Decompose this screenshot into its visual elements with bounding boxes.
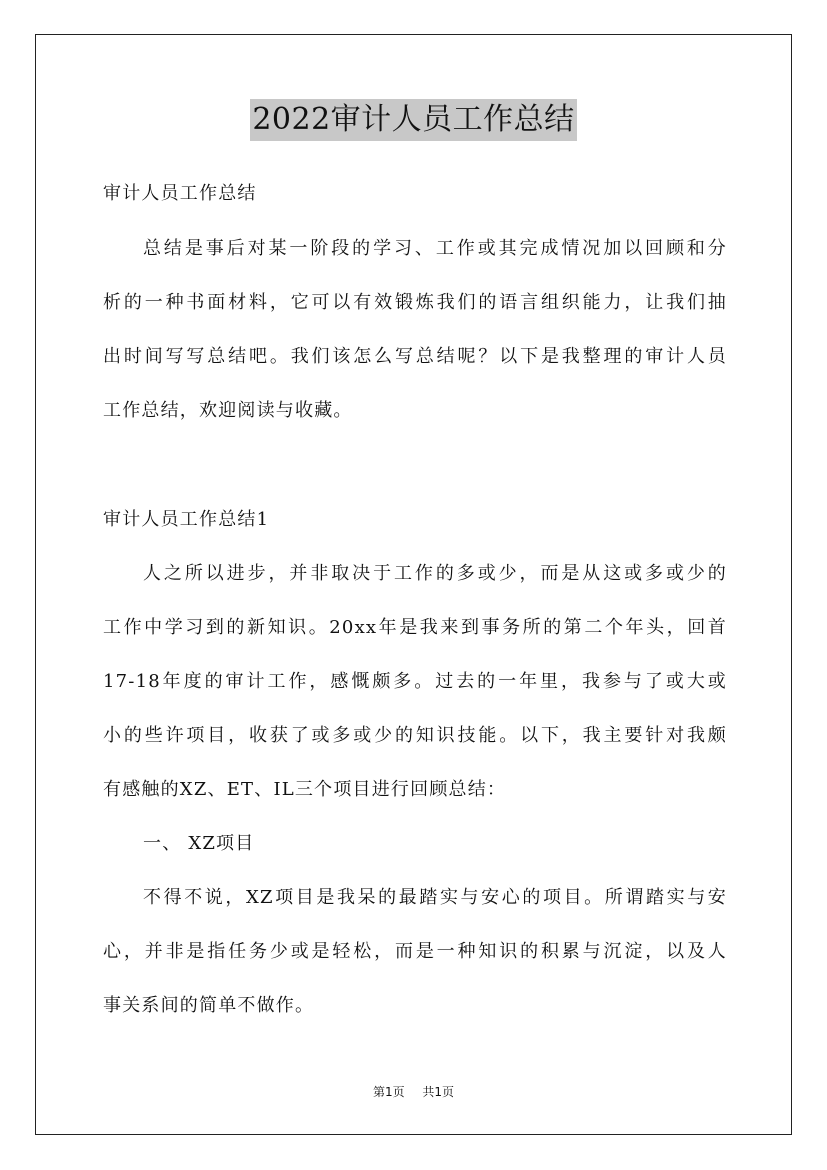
section-line-2: 工作中学习到的新知识。20xx年是我来到事务所的第二个年头，回首 [103, 617, 727, 638]
section-line-3: 17-18年度的审计工作，感慨颇多。过去的一年里，我参与了或大或 [103, 671, 727, 692]
intro-line-1: 总结是事后对某一阶段的学习、工作或其完成情况加以回顾和分 [143, 238, 727, 259]
page-total: 共1页 [422, 1085, 454, 1099]
title-container [0, 99, 827, 141]
section-line-1: 人之所以进步，并非取决于工作的多或少，而是从这或多或少的 [143, 563, 727, 584]
page-number: 第1页 [373, 1085, 405, 1099]
intro-line-2: 析的一种书面材料，它可以有效锻炼我们的语言组织能力，让我们抽 [103, 292, 727, 313]
item-line-1: 不得不说，XZ项目是我呆的最踏实与安心的项目。所谓踏实与安 [143, 887, 727, 908]
section-line-5: 有感触的XZ、ET、IL三个项目进行回顾总结： [103, 779, 507, 800]
subtitle: 审计人员工作总结 [103, 183, 257, 204]
section-line-4: 小的些许项目，收获了或多或少的知识技能。以下，我主要针对我颇 [103, 725, 727, 746]
intro-line-4: 工作总结，欢迎阅读与收藏。 [103, 400, 353, 421]
item-line-3: 事关系间的简单不做作。 [103, 995, 315, 1016]
section-heading: 审计人员工作总结1 [103, 509, 270, 530]
item-heading: 一、 XZ项目 [143, 833, 255, 854]
page-footer [0, 1083, 827, 1100]
document-title: 2022审计人员工作总结 [250, 99, 576, 141]
item-line-2: 心，并非是指任务少或是轻松，而是一种知识的积累与沉淀，以及人 [103, 941, 727, 962]
intro-line-3: 出时间写写总结吧。我们该怎么写总结呢？以下是我整理的审计人员 [103, 346, 727, 367]
